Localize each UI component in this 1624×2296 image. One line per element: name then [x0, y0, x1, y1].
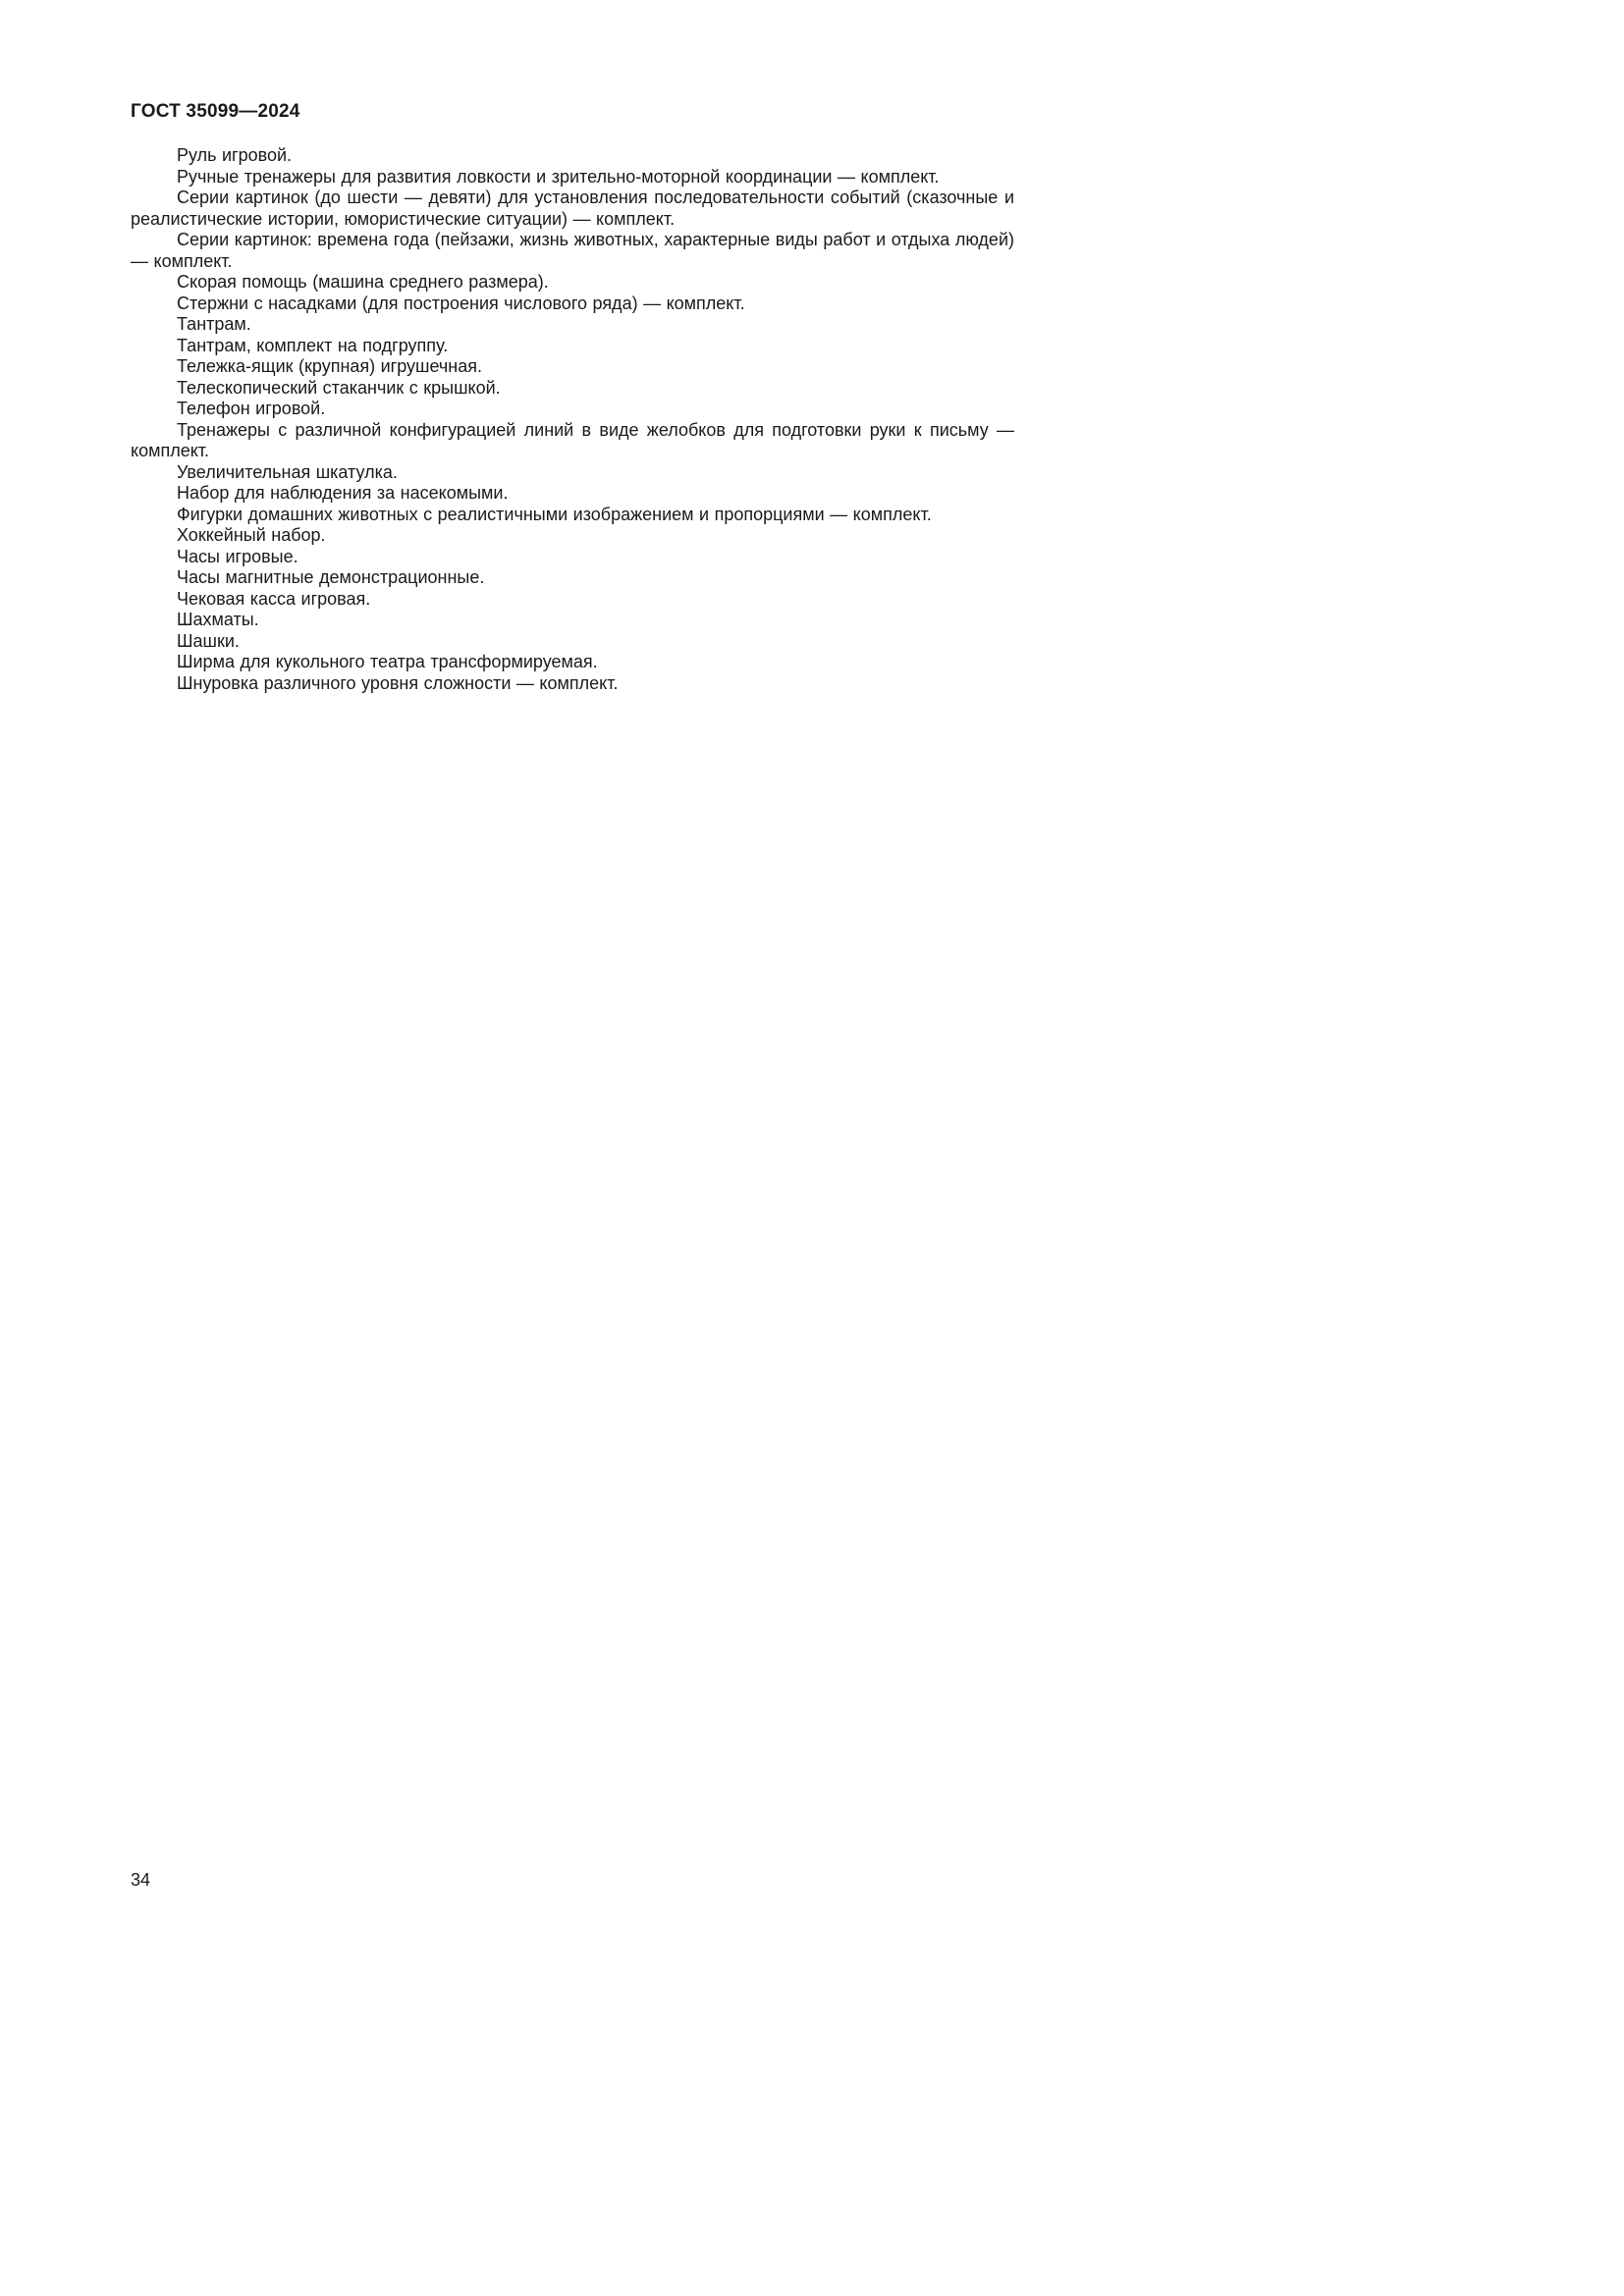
list-item: Шашки.: [177, 630, 240, 651]
list-item: Тренажеры с различной конфигурацией линий в виде желобков для подготовки руки к письму — комплект.: [131, 419, 1014, 460]
list-item: Ручные тренажеры для развития ловкости и зрительно-моторной координации — комплект.: [177, 166, 940, 187]
list-item: Увеличительная шкатулка.: [177, 461, 398, 482]
list-item: Серии картинок: времена года (пейзажи, жизнь животных, характерные виды работ и отдыха людей) — комплект.: [131, 230, 1014, 271]
list-item: Шахматы.: [177, 610, 259, 629]
list-item: Часы магнитные демонстрационные.: [177, 567, 485, 587]
list-item: Шнуровка различного уровня сложности — комплект.: [177, 672, 619, 693]
list-item: Телефон игровой.: [177, 399, 326, 418]
document-title: ГОСТ 35099—2024: [131, 101, 300, 122]
list-item: Чековая касса игровая.: [177, 588, 371, 609]
item-list: [131, 145, 1014, 694]
list-item: Хоккейный набор.: [177, 525, 326, 545]
page-number: 34: [131, 1870, 151, 1890]
list-item: Тантрам, комплект на подгруппу.: [177, 335, 449, 355]
list-item: Руль игровой.: [177, 145, 293, 165]
list-item: Часы игровые.: [177, 546, 298, 566]
list-item: Стержни с насадками (для построения числового ряда) — комплект.: [177, 293, 745, 313]
list-item: Фигурки домашних животных с реалистичными изображением и пропорциями — комплект.: [177, 504, 932, 524]
list-item: Скорая помощь (машина среднего размера).: [177, 272, 549, 292]
list-item: Телескопический стаканчик с крышкой.: [177, 377, 501, 398]
list-item: Тележка-ящик (крупная) игрушечная.: [177, 356, 482, 376]
list-item: Набор для наблюдения за насекомыми.: [177, 483, 509, 503]
list-item: Серии картинок (до шести — девяти) для установления последовательности событий (сказочные и реалистические истории, юмористические ситуации) — комплект.: [131, 187, 1014, 229]
list-item: Ширма для кукольного театра трансформируемая.: [177, 652, 598, 671]
list-item: Тантрам.: [177, 314, 251, 334]
